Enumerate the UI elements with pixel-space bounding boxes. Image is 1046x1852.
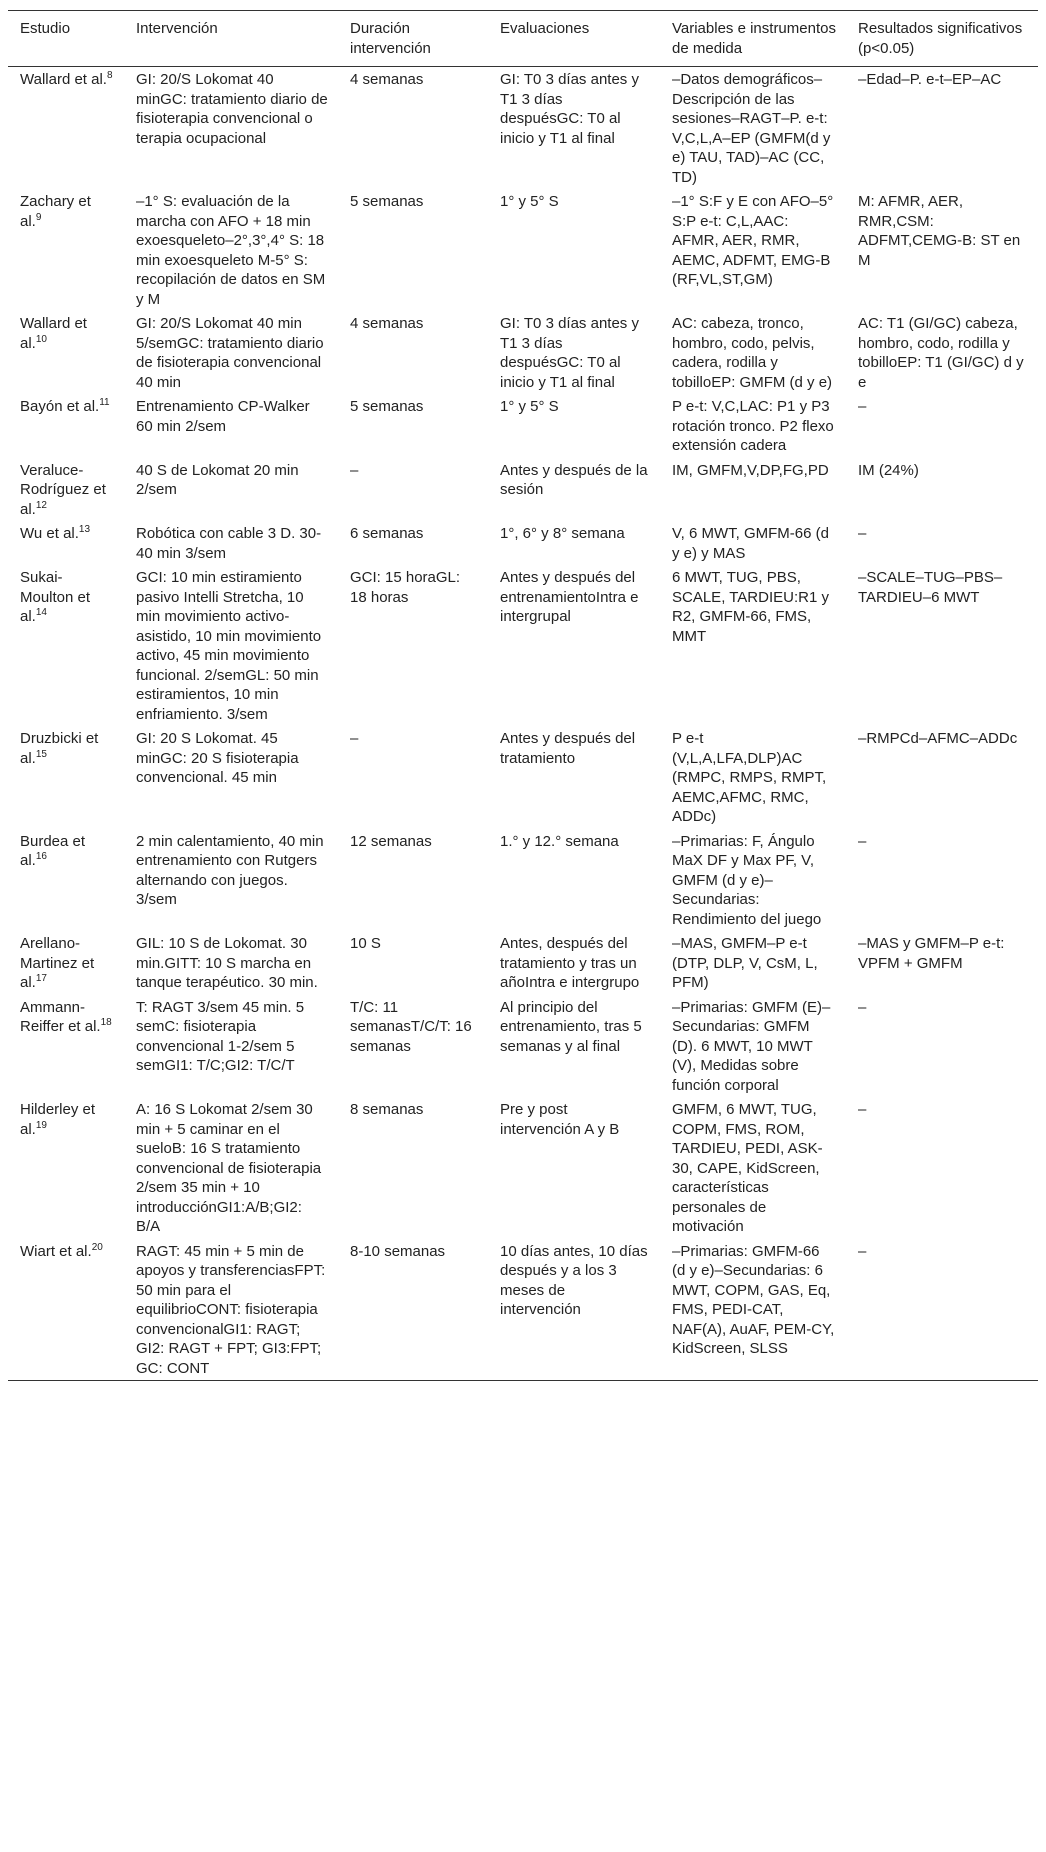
reference-number: 17	[35, 973, 47, 984]
cell-intervention-text: Robótica con cable 3 D. 30-40 min 3/sem	[136, 525, 322, 562]
cell-variables	[660, 565, 846, 726]
cell-results-text: M: AFMR, AER, RMR,CSM: ADFMT,CEMG-B: ST en M	[858, 193, 1021, 269]
cell-duration	[338, 394, 488, 458]
column-header: Evaluaciones	[500, 20, 590, 37]
cell-results	[846, 931, 1038, 995]
cell-study-text: Bayón et al.	[20, 398, 100, 415]
cell-intervention-text: GI: 20/S Lokomat 40 min 5/semGC: tratamiento diario de fisioterapia convencional 40 min	[136, 315, 324, 391]
cell-evaluations	[488, 458, 660, 522]
cell-evaluations	[488, 995, 660, 1098]
cell-duration	[338, 995, 488, 1098]
reference-number: 19	[35, 1119, 47, 1131]
cell-variables	[660, 726, 846, 829]
cell-results	[846, 995, 1038, 1098]
cell-evaluations	[488, 726, 660, 829]
cell-study-text: Hilderley et al.	[20, 1101, 96, 1138]
cell-intervention-text: RAGT: 45 min + 5 min de apoyos y transferenciasFPT: 50 min para el equilibrioCONT: fisioterapia convencionalGI1: RAGT; GI2: RAGT + FPT; GI3:FPT; GC: CONT	[136, 1242, 326, 1377]
table-row	[8, 1097, 1038, 1239]
cell-intervention	[124, 565, 338, 726]
reference-number: 18	[100, 1017, 112, 1028]
cell-evaluations-text: GI: T0 3 días antes y T1 3 días despuésGC: T0 al inicio y T1 al final	[500, 71, 639, 147]
cell-duration-text: GCI: 15 horaGL: 18 horas	[350, 569, 461, 606]
cell-evaluations-text: Antes y después del tratamiento	[500, 730, 636, 767]
cell-results	[846, 311, 1038, 394]
cell-intervention	[124, 311, 338, 394]
table-row	[8, 311, 1038, 394]
cell-duration-text: 8-10 semanas	[350, 1242, 446, 1260]
cell-evaluations-text: 1°, 6° y 8° semana	[500, 525, 625, 542]
cell-intervention-text: GI: 20 S Lokomat. 45 minGC: 20 S fisioterapia convencional. 45 min	[136, 730, 299, 786]
cell-study	[8, 1097, 124, 1239]
cell-intervention-text: 2 min calentamiento, 40 min entrenamiento con Rutgers alternando con juegos. 3/sem	[136, 832, 324, 908]
cell-study	[8, 1239, 124, 1381]
cell-evaluations	[488, 67, 660, 190]
cell-study-text: Burdea et al.	[20, 832, 86, 869]
cell-variables-text: –1° S:F y E con AFO–5° S:P e-t: C,L,AAC: AFMR, AER, RMR, AEMC, ADFMT, EMG-B (RF,VL,ST,GM)	[672, 193, 834, 288]
cell-results-text: IM (24%)	[858, 461, 919, 479]
cell-intervention	[124, 189, 338, 311]
table-body	[8, 67, 1038, 1381]
cell-study	[8, 931, 124, 995]
cell-duration-text: –	[350, 730, 359, 747]
cell-variables-text: AC: cabeza, tronco, hombro, codo, pelvis, cadera, rodilla y tobilloEP: GMFM (d y e)	[672, 315, 833, 391]
cell-intervention	[124, 521, 338, 565]
table-row	[8, 565, 1038, 726]
cell-study	[8, 189, 124, 311]
cell-intervention	[124, 726, 338, 829]
cell-evaluations	[488, 521, 660, 565]
cell-results-text: –MAS y GMFM–P e-t: VPFM + GMFM	[858, 935, 1005, 972]
cell-intervention-text: 40 S de Lokomat 20 min 2/sem	[136, 461, 299, 498]
cell-evaluations-text: 1° y 5° S	[500, 398, 559, 415]
cell-study-text: Wallard et al.	[20, 71, 107, 88]
cell-evaluations	[488, 394, 660, 458]
cell-duration-text: 4 semanas	[350, 315, 424, 332]
cell-duration	[338, 726, 488, 829]
table-row	[8, 189, 1038, 311]
cell-duration-text: –	[350, 461, 359, 479]
cell-study-text: Wallard et al.	[20, 315, 87, 352]
table-header-row	[8, 11, 1038, 67]
cell-variables-text: –Primarias: F, Ángulo MaX DF y Max PF, V, GMFM (d y e)–Secundarias: Rendimiento del juego	[672, 832, 822, 928]
cell-variables	[660, 458, 846, 522]
cell-evaluations	[488, 311, 660, 394]
cell-evaluations	[488, 1239, 660, 1381]
cell-evaluations	[488, 931, 660, 995]
table-row	[8, 829, 1038, 932]
cell-study-text: Wu et al.	[20, 525, 79, 542]
cell-results-text: –SCALE–TUG–PBS–TARDIEU–6 MWT	[858, 569, 1003, 606]
cell-study	[8, 521, 124, 565]
cell-results	[846, 394, 1038, 458]
cell-evaluations-text: Al principio del entrenamiento, tras 5 semanas y al final	[500, 998, 642, 1055]
cell-intervention-text: GIL: 10 S de Lokomat. 30 min.GITT: 10 S marcha en tanque terapéutico. 30 min.	[136, 935, 318, 991]
cell-results-text: –	[858, 1242, 867, 1260]
cell-results	[846, 565, 1038, 726]
cell-results-text: –	[858, 1101, 867, 1118]
cell-variables	[660, 1239, 846, 1381]
cell-results-text: –	[858, 398, 867, 415]
table-row	[8, 726, 1038, 829]
column-header: Resultados significativos (p<0.05)	[858, 20, 1023, 57]
cell-intervention	[124, 829, 338, 932]
cell-duration	[338, 829, 488, 932]
cell-variables-text: –Primarias: GMFM (E)–Secundarias: GMFM (D). 6 MWT, 10 MWT (V), Medidas sobre función corporal	[672, 998, 831, 1094]
cell-study	[8, 829, 124, 932]
cell-duration-text: 5 semanas	[350, 193, 424, 210]
cell-results	[846, 1239, 1038, 1381]
cell-intervention	[124, 931, 338, 995]
cell-intervention	[124, 394, 338, 458]
cell-evaluations-text: Antes y después del entrenamientoIntra e intergrupal	[500, 569, 639, 625]
reference-number: 11	[99, 397, 110, 408]
cell-results	[846, 726, 1038, 829]
cell-evaluations-text: 1° y 5° S	[500, 193, 559, 210]
column-header: Variables e instrumentos de medida	[672, 20, 836, 57]
cell-variables	[660, 521, 846, 565]
cell-study-text: Druzbicki et al.	[20, 730, 99, 767]
cell-results	[846, 521, 1038, 565]
cell-study-text: Zachary et al.	[20, 193, 91, 230]
column-header: Intervención	[136, 20, 218, 37]
cell-evaluations-text: GI: T0 3 días antes y T1 3 días despuésGC: T0 al inicio y T1 al final	[500, 315, 639, 391]
cell-variables-text: P e-t (V,L,A,LFA,DLP)AC (RMPC, RMPS, RMPT, AEMC,AFMC, RMC, ADDc)	[672, 730, 827, 825]
cell-duration	[338, 931, 488, 995]
cell-duration-text: T/C: 11 semanasT/C/T: 16 semanas	[350, 998, 472, 1055]
reference-number: 20	[91, 1241, 103, 1253]
cell-duration-text: 12 semanas	[350, 832, 432, 850]
cell-results-text: –Edad–P. e-t–EP–AC	[858, 71, 1002, 88]
cell-duration-text: 8 semanas	[350, 1101, 424, 1118]
cell-variables-text: –Primarias: GMFM-66 (d y e)–Secundarias: 6 MWT, COPM, GAS, Eq, FMS, PEDI-CAT, NAF(A), AuAF, PEM-CY, KidScreen, SLSS	[672, 1242, 835, 1357]
cell-intervention-text: T: RAGT 3/sem 45 min. 5 semC: fisioterapia convencional 1-2/sem 5 semGI1: T/C;GI2: T/C/T	[136, 998, 305, 1074]
cell-duration-text: 10 S	[350, 935, 381, 952]
cell-variables-text: P e-t: V,C,LAC: P1 y P3 rotación tronco. P2 flexo extensión cadera	[672, 398, 834, 454]
cell-study-text: Sukai-Moulton et al.	[20, 569, 91, 625]
cell-study	[8, 995, 124, 1098]
cell-intervention	[124, 1097, 338, 1239]
reference-number: 13	[78, 524, 91, 535]
cell-duration-text: 4 semanas	[350, 71, 424, 88]
cell-duration	[338, 189, 488, 311]
cell-results	[846, 829, 1038, 932]
cell-duration	[338, 458, 488, 522]
cell-duration	[338, 67, 488, 190]
cell-study	[8, 565, 124, 726]
table-row	[8, 521, 1038, 565]
reference-number: 8	[106, 70, 113, 81]
cell-study	[8, 726, 124, 829]
cell-intervention	[124, 1239, 338, 1381]
cell-evaluations	[488, 829, 660, 932]
table-row	[8, 67, 1038, 190]
cell-variables	[660, 1097, 846, 1239]
cell-variables-text: 6 MWT, TUG, PBS, SCALE, TARDIEU:R1 y R2, GMFM-66, FMS, MMT	[672, 569, 829, 645]
column-header: Estudio	[20, 20, 71, 37]
cell-results-text: –	[858, 525, 867, 542]
reference-number: 12	[35, 499, 47, 511]
cell-intervention-text: Entrenamiento CP-Walker 60 min 2/sem	[136, 398, 310, 435]
cell-duration	[338, 565, 488, 726]
cell-study-text: Wiart et al.	[20, 1242, 92, 1260]
cell-intervention-text: A: 16 S Lokomat 2/sem 30 min + 5 caminar en el sueloB: 16 S tratamiento convencional de fisioterapia 2/sem 35 min + 10 introducciónGI1:A/B;GI2: B/A	[136, 1101, 322, 1235]
cell-variables-text: V, 6 MWT, GMFM-66 (d y e) y MAS	[672, 525, 829, 562]
cell-study	[8, 311, 124, 394]
cell-study-text: Veraluce-Rodríguez et al.	[20, 461, 106, 518]
cell-study-text: Arellano-Martinez et al.	[20, 935, 95, 991]
cell-intervention-text: GI: 20/S Lokomat 40 minGC: tratamiento diario de fisioterapia convencional o terapia ocupacional	[136, 71, 328, 147]
cell-variables	[660, 394, 846, 458]
cell-study	[8, 458, 124, 522]
cell-variables	[660, 931, 846, 995]
cell-study	[8, 394, 124, 458]
cell-results	[846, 1097, 1038, 1239]
cell-variables	[660, 189, 846, 311]
reference-number: 14	[35, 607, 47, 618]
cell-evaluations	[488, 565, 660, 726]
cell-duration-text: 5 semanas	[350, 398, 424, 415]
cell-variables	[660, 829, 846, 932]
reference-number: 16	[35, 851, 47, 862]
cell-results-text: –RMPCd–AFMC–ADDc	[858, 730, 1018, 747]
cell-evaluations-text: 1.° y 12.° semana	[500, 832, 619, 850]
cell-results-text: –	[858, 832, 867, 850]
cell-variables	[660, 311, 846, 394]
cell-evaluations-text: Antes y después de la sesión	[500, 461, 648, 498]
studies-table	[8, 10, 1038, 1381]
table-row	[8, 458, 1038, 522]
cell-duration-text: 6 semanas	[350, 525, 424, 542]
cell-duration	[338, 311, 488, 394]
cell-variables	[660, 995, 846, 1098]
cell-intervention	[124, 67, 338, 190]
cell-variables-text: IM, GMFM,V,DP,FG,PD	[672, 461, 829, 479]
cell-intervention-text: –1° S: evaluación de la marcha con AFO + 18 min exoesqueleto–2°,3°,4° S: 18 min exoesqueleto M-5° S: recopilación de datos en SM y M	[136, 193, 326, 308]
cell-duration	[338, 521, 488, 565]
cell-evaluations	[488, 1097, 660, 1239]
cell-variables-text: GMFM, 6 MWT, TUG, COPM, FMS, ROM, TARDIEU, PEDI, ASK-30, CAPE, KidScreen, características personales de motivación	[672, 1101, 823, 1235]
reference-number: 15	[35, 748, 47, 760]
cell-evaluations-text: Antes, después del tratamiento y tras un añoIntra e intergrupo	[500, 935, 640, 991]
cell-variables	[660, 67, 846, 190]
cell-study	[8, 67, 124, 190]
cell-results	[846, 458, 1038, 522]
cell-variables-text: –Datos demográficos–Descripción de las sesiones–RAGT–P. e-t: V,C,L,A–EP (GMFM(d y e) TAU, TAD)–AC (CC, TD)	[672, 71, 831, 186]
table-row	[8, 394, 1038, 458]
cell-evaluations	[488, 189, 660, 311]
cell-results	[846, 67, 1038, 190]
reference-number: 9	[35, 211, 42, 223]
table-row	[8, 931, 1038, 995]
cell-study-text: Ammann-Reiffer et al.	[20, 998, 101, 1035]
table-row	[8, 1239, 1038, 1381]
table-row	[8, 995, 1038, 1098]
cell-results-text: AC: T1 (GI/GC) cabeza, hombro, codo, rodilla y tobilloEP: T1 (GI/GC) d y e	[858, 315, 1024, 391]
column-header: Duración intervención	[350, 20, 431, 57]
cell-evaluations-text: Pre y post intervención A y B	[500, 1101, 620, 1138]
cell-variables-text: –MAS, GMFM–P e-t (DTP, DLP, V, CsM, L, PFM)	[672, 935, 818, 991]
cell-evaluations-text: 10 días antes, 10 días después y a los 3 meses de intervención	[500, 1242, 648, 1318]
cell-intervention-text: GCI: 10 min estiramiento pasivo Intelli Stretcha, 10 min movimiento activo-asistido, 10 min movimiento activo, 45 min movimiento funcional. 2/semGL: 50 min estiramientos, 10 min enfriamiento. 3/sem	[136, 569, 322, 723]
cell-duration	[338, 1239, 488, 1381]
cell-intervention	[124, 458, 338, 522]
cell-results	[846, 189, 1038, 311]
cell-results-text: –	[858, 998, 867, 1016]
cell-duration	[338, 1097, 488, 1239]
cell-intervention	[124, 995, 338, 1098]
reference-number: 10	[35, 333, 47, 345]
